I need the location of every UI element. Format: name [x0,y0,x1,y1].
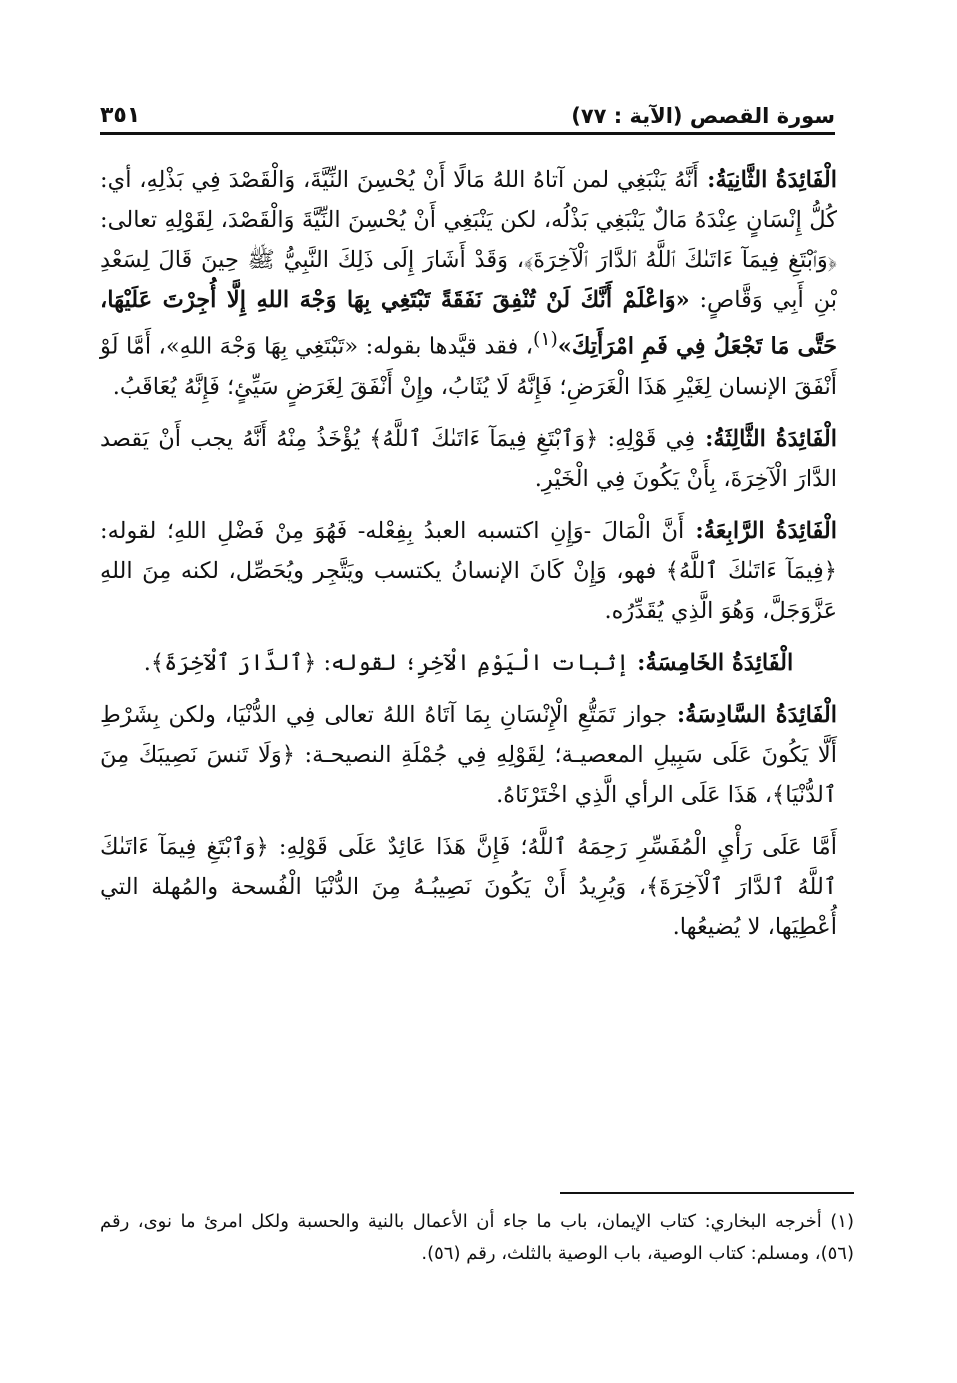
footnote-marker: (١) [830,1211,854,1232]
main-text [100,160,837,959]
commentator-paragraph [100,827,837,947]
paragraph-text: أَنَّهُ يَنْبَغِي لمن آتاهُ اللهُ مَالًا أَنْ يُحْسِنَ النِّيَّةَ، وَالْقَصْدَ فِي بَذْلِهِ، أي: كُلُّ إِنْسَانٍ عِنْدَهُ مَالٌ يَنْبَغِي بَذْلُه، لكن يَنْبَغِي أَنْ يُحْسِنَ النِّيَّةَ وَالْقَصْدَ، لِقَوْلِهِ تعالى: ﴿وَٱبْتَغِ فِيمَآ ءَاتَىٰكَ ٱللَّهُ ٱلدَّارَ ٱلْآخِرَةَ﴾، وَقَدْ أَشَارَ إِلَى ذَلِكَ النَّبِيُّ ﷺ حِينَ قَالَ لِسَعْدِ بْنِ أَبِي وَقَّاصٍ: [100,167,838,313]
paragraph-text: إثبات الْيَوْمِ الْآخِرِ؛ لقوله: ﴿ٱلدَّارَ ٱلْآخِرَةَ﴾. [143,649,630,676]
paragraph-text-continued: ، فقد قيَّدها بقوله: «تَبْتَغِي بِهَا وَجْهَ اللهِ»، أَمَّا لَوْ أَنْفَقَ الإنسان لِغَيْرِ هَذَا الْغَرَضِ؛ فَإِنَّهُ لَا يُثَابُ، وإِنْ أَنْفَقَ لِغَرَضٍ سَيِّئٍ؛ فَإِنَّهُ يُعَاقَبُ. [100,333,837,400]
benefit-title: الْفَائِدَةُ الثَّانِيَةُ: [698,167,837,193]
footnote-item [100,1206,854,1270]
benefit-paragraph-3 [100,419,837,499]
footnote-reference[interactable]: (١) [533,329,558,350]
benefit-paragraph-2 [100,160,837,407]
paragraph-text: فِي قَوْلِهِ: ﴿وَٱبْتَغِ فِيمَآ ءَاتَىٰكَ ٱللَّهُ﴾ يُؤْخَذُ مِنْهُ أَنَّهُ يجب أَنْ يَقصد الدَّارَ الْآخِرَةَ، بِأَنْ يَكُونَ فِي الْخَيْرِ. [100,425,837,492]
benefit-paragraph-6 [100,695,837,815]
paragraph-text: أَمَّا عَلَى رَأْيِ الْمُفَسِّرِ رَحِمَهُ ٱللَّهُ؛ فَإِنَّ هَذَا عَائِدٌ عَلَى قَوْلِهِ: ﴿وَٱبْتَغِ فِيمَآ ءَاتَىٰكَ ٱللَّهُ ٱلدَّارَ ٱلْآخِرَةَ﴾، وَيُرِيدُ أَنْ يَكُونَ نَصِيبُـهُ مِنَ الدُّنْيَا الْفُسحة والمُهلة التي أُعْطِيَها، لا يُضيعُها. [100,833,837,940]
paragraph-text: جواز تَمَتُّعِ الْإِنْسَانِ بِمَا آتَاهُ اللهُ تعالى فِي الدُّنْيَا، ولكن بِشَرْطِ أَلَّا يَكُونَ عَلَى سَبِيلِ المعصيـة؛ لِقَوْلِهِ فِي جُمْلَةِ النصيحـة: ﴿وَلَا تَنسَ نَصِيبَكَ مِنَ ٱلدُّنْيَا﴾، هَذَا عَلَى الرأي الَّذِي اخْتَرْنَاهُ. [100,701,837,808]
paragraph-text: أَنَّ الْمَالَ -وَإِنِ اكتسبه العبدُ بِفِعْله- فَهُوَ مِنْ فَضْلِ اللهِ؛ لقوله: ﴿فِيمَآ ءَاتَىٰكَ ٱللَّهُ﴾ فهو، وَإِنْ كَانَ الإنسانُ يكتسب ويَتَّجِر ويُحَصِّل، لكنه مِنَ اللهِ عَزَّوَجَلَّ، وَهُوَ الَّذِي يُقَدِّرُه. [100,517,837,624]
benefit-title: الْفَائِدَةُ الثَّالِثَةُ: [695,425,837,452]
hadith-quote: «وَاعْلَمْ أَنَّكَ لَنْ تُنْفِقَ نَفَقَةً تَبْتَغِي بِهَا وَجْهَ اللهِ إِلَّا أُجِرْتَ عَلَيْهَا، حَتَّى مَا تَجْعَلُ فِي فَمِ امْرَأَتِكَ» [100,287,838,360]
page-number: ٣٥١ [100,103,141,128]
footnote-text: أخرجه البخاري: كتاب الإيمان، باب ما جاء أن الأعمال بالنية والحسبة ولكل امرئ ما نوى، رقم (٥٦)، ومسلم: كتاب الوصية، باب الوصية بالثلث، رقم (٥٦). [100,1211,854,1264]
footnotes [100,1206,854,1270]
benefit-paragraph-4 [100,511,837,631]
benefit-title: الْفَائِدَةُ الخَامِسَةُ: [629,649,794,676]
benefit-title: الْفَائِدَةُ السَّادِسَةُ: [667,701,837,728]
footnote-divider [560,1192,854,1194]
benefit-title: الْفَائِدَةُ الرَّابِعَةُ: [684,517,837,544]
benefit-paragraph-5 [100,643,837,683]
page-header [100,92,835,135]
running-title: سورة القصص (الآية : ٧٧) [571,104,835,128]
